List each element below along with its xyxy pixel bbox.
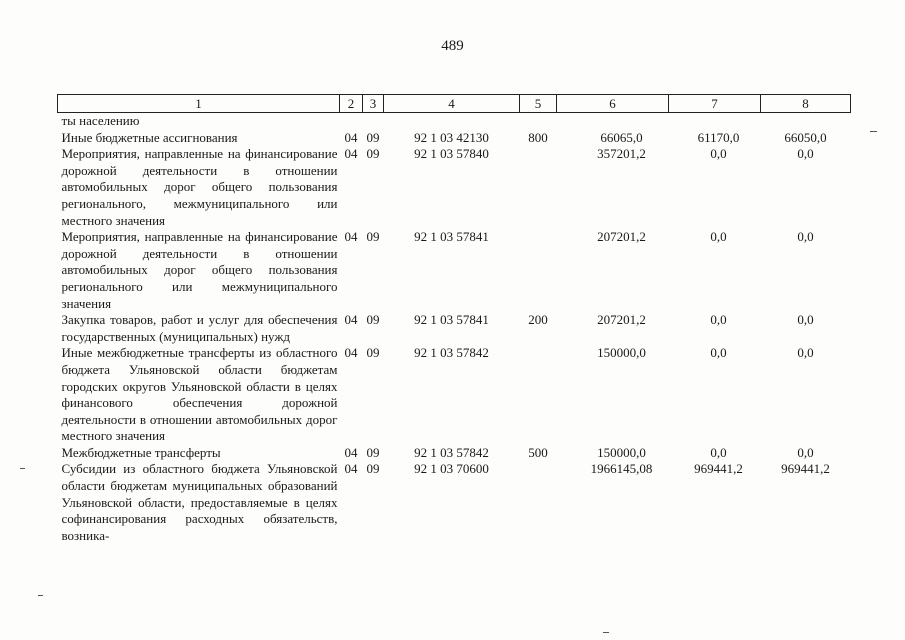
scan-artifact bbox=[38, 595, 43, 596]
header-row bbox=[58, 95, 851, 113]
row-amount-col7: 0,0 bbox=[710, 444, 727, 460]
row-amount-col7: 0,0 bbox=[710, 229, 727, 245]
row-expense-type bbox=[520, 345, 557, 445]
row-subsection: 09 bbox=[366, 146, 380, 162]
row-amount-col7: 61170,0 bbox=[697, 129, 740, 145]
row-subsection: 09 bbox=[366, 345, 380, 361]
row-amount-col6: 207201,2 bbox=[597, 312, 646, 328]
row-amount-col7 bbox=[669, 113, 761, 130]
row-amount-col7: 0,0 bbox=[710, 312, 727, 328]
row-amount-col8: 0,0 bbox=[797, 229, 814, 245]
row-description: Иные бюджетные ассигнования bbox=[61, 129, 238, 145]
row-amount-col7: 0,0 bbox=[710, 345, 727, 361]
row-expense-type bbox=[520, 229, 557, 312]
row-amount-col8: 969441,2 bbox=[781, 461, 830, 477]
row-target-article: 92 1 03 42130 bbox=[414, 129, 489, 145]
row-expense-type: 500 bbox=[528, 444, 548, 460]
row-amount-col6: 150000,0 bbox=[597, 345, 646, 361]
row-section: 04 bbox=[344, 444, 358, 460]
row-subsection: 09 bbox=[366, 229, 380, 245]
row-description: Мероприятия, направленные на финансирование дорожной деятельности в отношении автомобильных дорог общего пользования регионального или межмуниципального значения bbox=[61, 229, 338, 311]
table-row bbox=[58, 146, 851, 229]
row-section: 04 bbox=[344, 461, 358, 477]
table-body bbox=[58, 113, 851, 545]
header-col-2: 2 bbox=[340, 95, 363, 113]
scan-artifact bbox=[20, 468, 25, 469]
header-col-7: 7 bbox=[669, 95, 761, 113]
table-header bbox=[58, 95, 851, 113]
page-number: 489 bbox=[441, 38, 464, 54]
row-target-article bbox=[384, 113, 520, 130]
row-subsection bbox=[363, 113, 384, 130]
row-section: 04 bbox=[344, 146, 358, 162]
row-target-article: 92 1 03 57842 bbox=[414, 444, 489, 460]
table-row bbox=[58, 229, 851, 312]
row-section bbox=[340, 113, 363, 130]
row-amount-col8: 0,0 bbox=[797, 444, 814, 460]
row-amount-col8 bbox=[761, 113, 851, 130]
budget-table bbox=[57, 94, 851, 544]
row-amount-col6: 66065,0 bbox=[600, 129, 643, 145]
row-target-article: 92 1 03 70600 bbox=[414, 461, 489, 477]
table-row bbox=[58, 113, 851, 130]
row-amount-col6: 1966145,08 bbox=[590, 461, 653, 477]
row-amount-col8: 66050,0 bbox=[784, 129, 827, 145]
row-description: Иные межбюджетные трансферты из областного бюджета Ульяновской области бюджетам городских округов Ульяновской области в целях финансового обеспечения дорожной деятельности в отношении автомобильных дорог местного значения bbox=[61, 345, 338, 444]
row-subsection: 09 bbox=[366, 444, 380, 460]
table-row bbox=[58, 345, 851, 445]
table-row bbox=[58, 461, 851, 544]
row-section: 04 bbox=[344, 312, 358, 328]
row-amount-col8: 0,0 bbox=[797, 312, 814, 328]
row-expense-type bbox=[520, 146, 557, 229]
header-col-8: 8 bbox=[761, 95, 851, 113]
scan-artifact bbox=[870, 131, 877, 132]
row-subsection: 09 bbox=[366, 129, 380, 145]
row-target-article: 92 1 03 57841 bbox=[414, 312, 489, 328]
row-description: Закупка товаров, работ и услуг для обеспечения государственных (муниципальных) нужд bbox=[61, 312, 338, 344]
row-section: 04 bbox=[344, 229, 358, 245]
row-expense-type bbox=[520, 461, 557, 544]
row-description: Субсидии из областного бюджета Ульяновской области бюджетам муниципальных образований Ульяновской области, предоставляемые в целях софинансирования расходных обязательств, возника- bbox=[61, 461, 338, 543]
row-target-article: 92 1 03 57842 bbox=[414, 345, 489, 361]
row-amount-col6: 150000,0 bbox=[597, 444, 646, 460]
row-target-article: 92 1 03 57840 bbox=[414, 146, 489, 162]
row-subsection: 09 bbox=[366, 461, 380, 477]
header-col-4: 4 bbox=[384, 95, 520, 113]
row-target-article: 92 1 03 57841 bbox=[414, 229, 489, 245]
row-description: Межбюджетные трансферты bbox=[61, 444, 221, 460]
header-col-5: 5 bbox=[520, 95, 557, 113]
row-amount-col8: 0,0 bbox=[797, 146, 814, 162]
row-expense-type: 200 bbox=[528, 312, 548, 328]
row-section: 04 bbox=[344, 345, 358, 361]
table-row bbox=[58, 312, 851, 345]
scan-artifact bbox=[603, 632, 609, 633]
row-section: 04 bbox=[344, 129, 358, 145]
row-amount-col8: 0,0 bbox=[797, 345, 814, 361]
row-expense-type: 800 bbox=[528, 129, 548, 145]
row-expense-type bbox=[520, 113, 557, 130]
row-amount-col6: 207201,2 bbox=[597, 229, 646, 245]
header-col-3: 3 bbox=[363, 95, 384, 113]
header-col-1: 1 bbox=[58, 95, 340, 113]
table-row bbox=[58, 445, 851, 462]
row-subsection: 09 bbox=[366, 312, 380, 328]
row-amount-col6: 357201,2 bbox=[597, 146, 646, 162]
table-row bbox=[58, 130, 851, 147]
row-description: ты населению bbox=[61, 113, 140, 128]
row-amount-col7: 0,0 bbox=[710, 146, 727, 162]
header-col-6: 6 bbox=[557, 95, 669, 113]
row-amount-col6 bbox=[557, 113, 669, 130]
row-amount-col7: 969441,2 bbox=[694, 461, 743, 477]
row-description: Мероприятия, направленные на финансирование дорожной деятельности в отношении автомобильных дорог общего пользования регионального, межмуниципального или местного значения bbox=[61, 146, 338, 228]
